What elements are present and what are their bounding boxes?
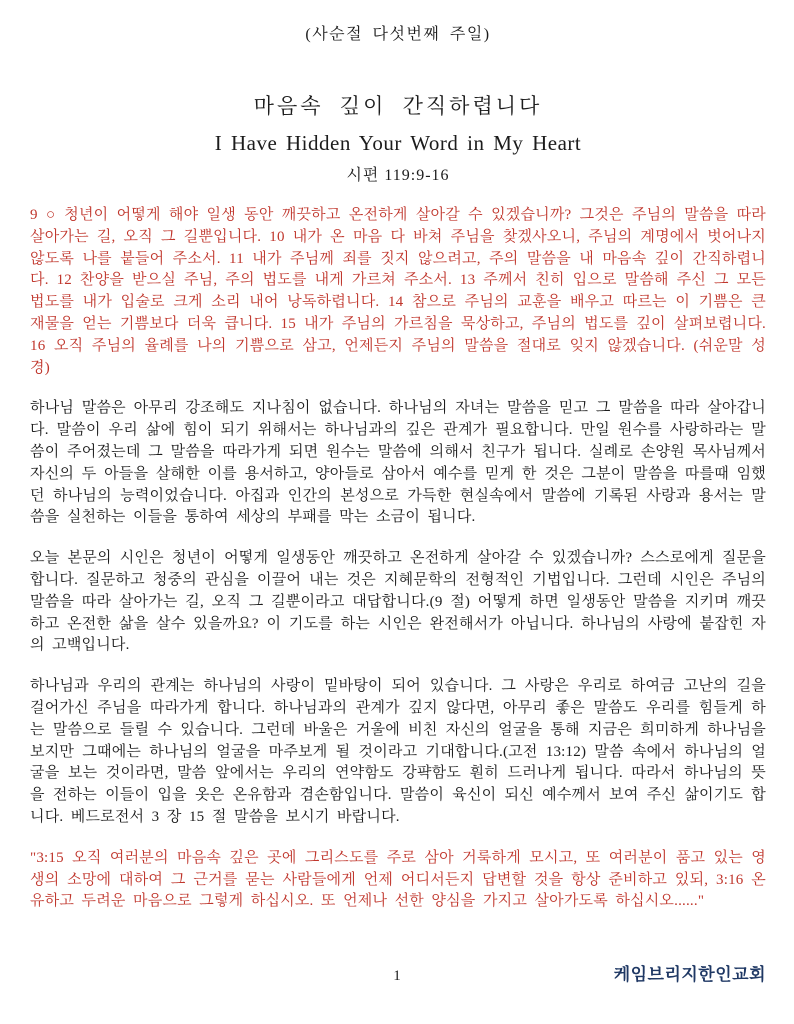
scripture-quote-paragraph: 9 ○ 청년이 어떻게 해야 일생 동안 깨끗하고 온전하게 살아갈 수 있겠습니까? 그것은 주님의 말씀을 따라 살아가는 길, 오직 그 길뿐입니다. 10 내가 온 마음 다 바쳐 주님을 찾겠사오니, 주님의 계명에서 벗어나지 않도록 나를 붙들어 주소서. 11 내가 주님께 죄를 짓지 않으려고, 주의 말씀을 내 마음속 깊이 간직하렵니다. 12 찬양을 받으실 주님, 주의 법도를 내게 가르쳐 주소서. 13 주께서 친히 입으로 말씀해 주신 그 모든 법도를 내가 입술로 크게 소리 내어 낭독하렵니다. 14 참으로 주님의 교훈을 배우고 따르는 이 기쁨은 큰 재물을 얻는 기쁨보다 더욱 큽니다. 15 내가 주님의 가르침을 묵상하고, 주님의 법도를 깊이 살펴보렵니다. 16 오직 주님의 율례를 나의 기쁨으로 삼고, 언제든지 주님의 말씀을 절대로 잊지 않겠습니다. (쉬운말 성경) — [30, 207, 766, 376]
title-korean: 마음속 깊이 간직하렵니다 — [253, 94, 543, 118]
page-number: 1 — [393, 968, 401, 984]
title-english: I Have Hidden Your Word in My Heart — [214, 131, 582, 155]
occasion-line: (사순절 다섯번째 주일) — [305, 26, 491, 43]
document-content — [30, 24, 766, 913]
body-paragraph: 하나님 말씀은 아무리 강조해도 지나침이 없습니다. 하나님의 자녀는 말씀을 믿고 그 말씀을 따라 살아갑니다. 말씀이 우리 삶에 힘이 되기 위해서는 하나님과의 깊은 관계가 필요합니다. 만일 원수를 사랑하라는 말씀이 주어졌는데 그 말씀을 따라가게 되면 원수는 말씀에 의해서 친구가 됩니다. 실례로 손양원 목사님께서 자신의 두 아들을 살해한 이를 용서하고, 양아들로 삼아서 예수를 믿게 한 것은 그분이 말씀을 따를때 임했던 하나님의 능력이었습니다. 아집과 인간의 본성으로 가득한 현실속에서 말씀에 기록된 사랑과 용서는 말씀을 실천하는 이들을 통하여 세상의 부패를 막는 소금이 됩니다. — [30, 400, 766, 526]
body-paragraph: 오늘 본문의 시인은 청년이 어떻게 일생동안 깨끗하고 온전하게 살아갈 수 있겠습니까? 스스로에게 질문을 합니다. 질문하고 청중의 관심을 이끌어 내는 것은 지혜문학의 전형적인 기법입니다. 그런데 시인은 주님의 말씀을 따라 살아가는 길, 오직 그 길뿐이라고 대답합니다.(9 절) 어떻게 하면 일생동안 말씀을 지키며 깨끗하고 온전한 삶을 살수 있을까요? 이 기도를 하는 시인은 완전해서가 아닙니다. 하나님의 사랑에 붙잡힌 자의 고백입니다. — [30, 550, 766, 654]
organization-name: 케임브리지한인교회 — [613, 965, 766, 984]
scripture-quote-paragraph: "3:15 오직 여러분의 마음속 깊은 곳에 그리스도를 주로 삼아 거룩하게 모시고, 또 여러분이 품고 있는 영생의 소망에 대하여 그 근거를 묻는 사람들에게 언제 어디서든지 답변할 것을 항상 준비하고 있되, 3:16 온유하고 두려운 마음으로 그렇게 하십시오. 또 언제나 선한 양심을 가지고 살아가도록 하십시오......" — [30, 849, 766, 910]
body-paragraph: 하나님과 우리의 관계는 하나님의 사랑이 밑바탕이 되어 있습니다. 그 사랑은 우리로 하여금 고난의 길을 걸어가신 주님을 따라가게 합니다. 하나님과의 관계가 깊지 않다면, 아무리 좋은 말씀도 우리를 힘들게 하는 말씀으로 들릴 수 있습니다. 그런데 바울은 거울에 비친 자신의 얼굴을 통해 지금은 희미하게 하나님을 보지만 그때에는 하나님의 얼굴을 마주보게 될 것이라고 기대합니다.(고전 13:12) 말씀 속에서 하나님의 얼굴을 보는 것이라면, 말씀 앞에서는 우리의 연약함도 강퍅함도 훤히 드러나게 됩니다. 따라서 하나님의 뜻을 전하는 이들이 입을 옷은 온유함과 겸손함입니다. 말씀이 육신이 되신 예수께서 보여 주신 삶이기도 합니다. 베드로전서 3 장 15 절 말씀을 보시기 바랍니다. — [30, 678, 766, 825]
scripture-reference: 시편 119:9-16 — [346, 167, 450, 184]
